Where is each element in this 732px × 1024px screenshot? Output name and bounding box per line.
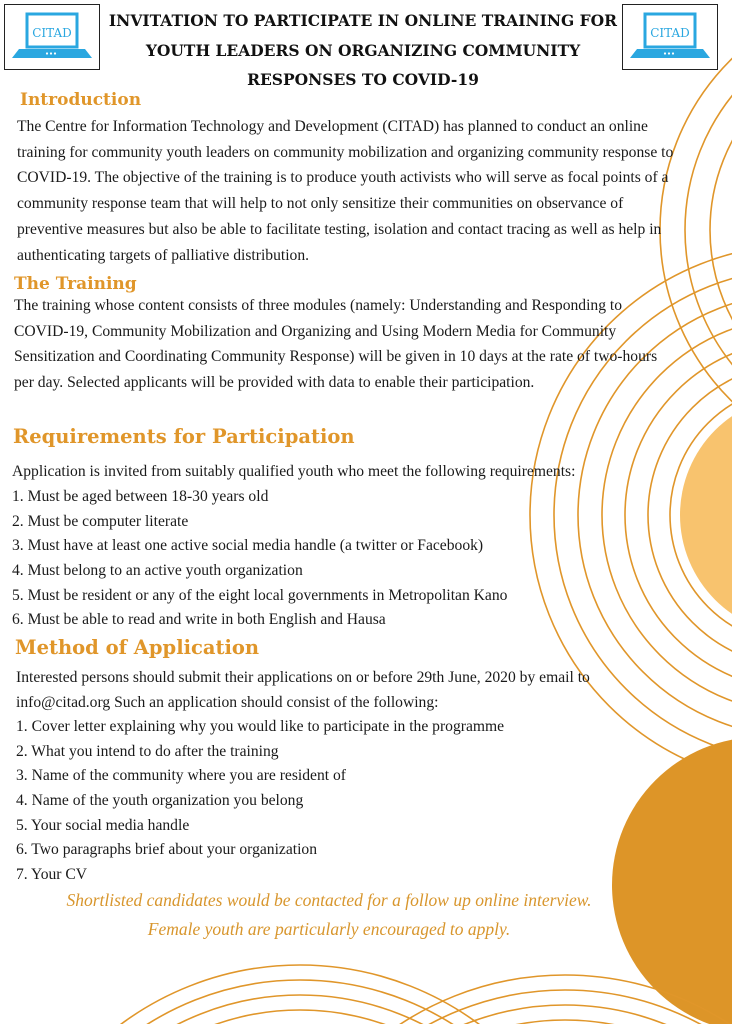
list-item: 4. Must belong to an active youth organization bbox=[12, 562, 303, 580]
citad-logo-left bbox=[4, 4, 100, 70]
dark-orange-circle bbox=[612, 737, 732, 1024]
list-item: 4. Name of the youth organization you belong bbox=[16, 792, 304, 810]
introduction-text: The Centre for Information Technology and Development (CITAD) has planned to conduct an online training for community youth leaders on community mobilization and organizing community response to COVID-19. The objective of the training is to produce youth activists who will serve as focal points of a community response team that will help to not only sensitize their communities on observance of preventive measures but also be able to facilitate testing, isolation and contact tracing as well as help in authenticating targets of palliative distribution. bbox=[17, 118, 674, 264]
svg-text:CITAD: CITAD bbox=[32, 26, 72, 40]
page-title: INVITATION TO PARTICIPATE IN ONLINE TRAINING FOR YOUTH LEADERS ON ORGANIZING COMMUNITY RESPONSES TO COVID-19 bbox=[108, 11, 618, 89]
list-item: 3. Must have at least one active social media handle (a twitter or Facebook) bbox=[12, 537, 484, 555]
list-item: 6. Two paragraphs brief about your organization bbox=[16, 841, 318, 859]
citad-logo-right bbox=[622, 4, 718, 70]
method-list bbox=[16, 715, 504, 888]
closing-note: Shortlisted candidates would be contacted for a follow up online interview. Female youth are particularly encouraged to apply. bbox=[66, 890, 592, 939]
requirements-list bbox=[12, 485, 507, 633]
list-item: 2. What you intend to do after the training bbox=[16, 742, 279, 760]
list-item: 1. Must be aged between 18-30 years old bbox=[12, 488, 269, 505]
list-item: 6. Must be able to read and write in both English and Hausa bbox=[12, 611, 386, 629]
training-text: The training whose content consists of three modules (namely: Understanding and Responding to COVID-19, Community Mobilization and Organizing and Using Modern Media for Community Sensitization and Coordinating Community Response) will be given in 10 days at the rate of two-hours per day. Selected applicants will be provided with data to enable their participation. bbox=[14, 297, 658, 392]
list-item: 7. Your CV bbox=[16, 866, 88, 884]
method-heading: Method of Application bbox=[15, 636, 260, 659]
requirements-heading: Requirements for Participation bbox=[13, 425, 355, 448]
svg-text:CITAD: CITAD bbox=[650, 26, 690, 40]
list-item: 1. Cover letter explaining why you would like to participate in the programme bbox=[16, 718, 505, 735]
list-item: 2. Must be computer literate bbox=[12, 512, 189, 530]
list-item: 5. Your social media handle bbox=[16, 816, 190, 834]
light-orange-circle bbox=[680, 395, 732, 635]
list-item: 5. Must be resident or any of the eight local governments in Metropolitan Kano bbox=[12, 586, 508, 604]
introduction-heading: Introduction bbox=[20, 90, 142, 110]
requirements-intro: Application is invited from suitably qualified youth who meet the following requirements: bbox=[12, 463, 576, 480]
training-heading: The Training bbox=[14, 274, 137, 294]
method-intro: Interested persons should submit their applications on or before 29th June, 2020 by email to info@citad.org Such an application should consist of the following: bbox=[16, 669, 590, 711]
list-item: 3. Name of the community where you are resident of bbox=[16, 767, 346, 785]
